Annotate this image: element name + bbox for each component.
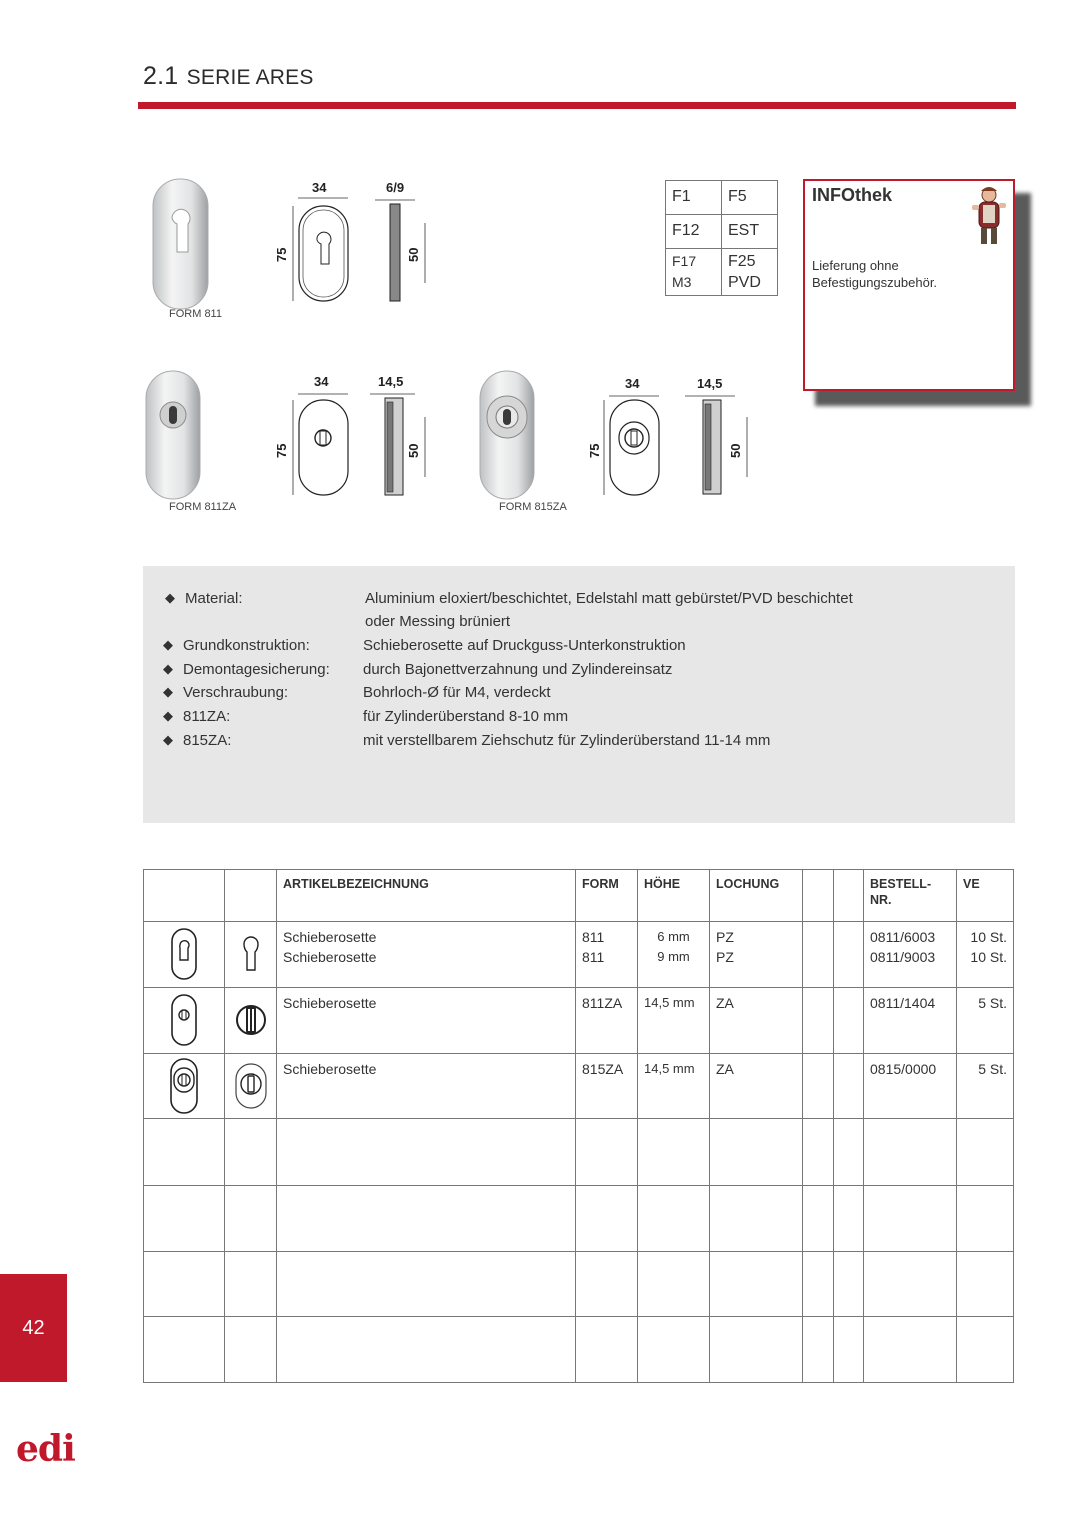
- bullet-icon: ◆: [163, 732, 173, 747]
- height-value: 9 mm: [657, 949, 690, 964]
- ve-value: 5 St.: [978, 1061, 1007, 1077]
- mascot-icon: [969, 185, 1009, 247]
- order-number: 0811/9003: [870, 949, 936, 965]
- pz-profile-icon: [238, 932, 264, 976]
- product-photo-811za: [143, 370, 203, 502]
- rosette-pz-icon: [170, 927, 198, 981]
- height-value: 14,5 mm: [644, 1061, 695, 1076]
- svg-text:50: 50: [406, 443, 421, 458]
- svg-text:34: 34: [625, 376, 640, 391]
- technical-drawing-811za: [270, 372, 450, 502]
- article-name: Schieberosette: [283, 995, 377, 1011]
- article-name: Schieberosette: [283, 929, 377, 945]
- finish-cell: [666, 249, 722, 296]
- hole-value: ZA: [716, 995, 734, 1011]
- za-profile-icon: [234, 1003, 268, 1037]
- finish-code: PVD: [728, 274, 761, 291]
- page-title: 2.1 SERIE ARES: [143, 62, 314, 90]
- col-header-hole: LOCHUNG: [710, 870, 803, 922]
- form-value: 811ZA: [582, 995, 623, 1011]
- table-row-empty: [144, 1252, 1014, 1317]
- finish-code: F25: [728, 253, 756, 270]
- article-name: Schieberosette: [283, 949, 377, 965]
- spec-box: ◆ Material: Aluminium eloxiert/beschichtet, Edelstahl matt gebürstet/PVD beschichtet oder Messing brüniert ◆ Grundkonstruktion: Schieberosette auf Druckguss-Unterkonstruktion ◆ Demontagesicherung: durch Bajonettverzahnung und Zylindereinsatz ◆ Verschraubung: Bohrloch-Ø für M4, verdeckt ◆ 811ZA: für Zylinderüberstand 8-10 mm ◆ 815ZA: mit verstellbarem Ziehschutz für Zylinderüberstand 11-14 mm: [143, 566, 1015, 823]
- product-table: [143, 869, 1014, 1383]
- bullet-icon: ◆: [163, 661, 173, 676]
- form-value: 811: [582, 949, 605, 965]
- table-row-empty: [144, 1186, 1014, 1252]
- svg-text:34: 34: [314, 374, 329, 389]
- svg-text:75: 75: [274, 443, 289, 458]
- col-header-ve: VE: [957, 870, 1014, 922]
- rosette-815za-icon: [169, 1057, 199, 1115]
- ve-value: 10 St.: [970, 929, 1007, 945]
- table-row: [144, 1054, 1014, 1119]
- order-number: 0811/6003: [870, 929, 936, 945]
- col-header-height: HÖHE: [638, 870, 710, 922]
- table-row-empty: [144, 1317, 1014, 1383]
- table-row: [144, 922, 1014, 988]
- 815za-profile-icon: [234, 1062, 268, 1110]
- svg-text:14,5: 14,5: [697, 376, 723, 391]
- rosette-za-icon: [170, 993, 198, 1047]
- svg-text:14,5: 14,5: [378, 374, 404, 389]
- table-header-row: [144, 870, 1014, 922]
- svg-text:75: 75: [274, 247, 289, 262]
- bullet-icon: ◆: [163, 708, 173, 723]
- svg-text:6/9: 6/9: [386, 180, 405, 195]
- ve-value: 10 St.: [970, 949, 1007, 965]
- table-row: [144, 988, 1014, 1054]
- form-label-811za: FORM 811ZA: [169, 501, 237, 513]
- svg-text:50: 50: [406, 247, 421, 262]
- finish-cell: [722, 249, 778, 296]
- edi-logo: edi: [16, 1428, 75, 1470]
- finish-code: F12: [666, 215, 722, 249]
- product-photo-811: [150, 178, 210, 313]
- form-label-811: FORM 811: [169, 308, 222, 320]
- hole-value: PZ: [716, 949, 734, 965]
- product-photo-815za: [477, 370, 537, 502]
- article-name: Schieberosette: [283, 1061, 377, 1077]
- form-value: 815ZA: [582, 1061, 624, 1077]
- height-value: 14,5 mm: [644, 995, 695, 1010]
- infothek-text: Lieferung ohne Befestigungszubehör.: [812, 258, 938, 290]
- infothek-title: INFOthek: [812, 185, 893, 205]
- finish-code: F1: [666, 181, 722, 215]
- col-header-form: FORM: [576, 870, 638, 922]
- page-number: 42: [0, 1274, 67, 1382]
- svg-text:75: 75: [587, 443, 602, 458]
- form-value: 811: [582, 929, 605, 945]
- technical-drawing-815za: [585, 372, 765, 502]
- bullet-icon: ◆: [163, 684, 173, 699]
- finish-table: [665, 180, 778, 296]
- bullet-icon: ◆: [163, 637, 173, 652]
- col-header-name: ARTIKELBEZEICHNUNG: [277, 870, 576, 922]
- hole-value: ZA: [716, 1061, 734, 1077]
- table-row-empty: [144, 1119, 1014, 1186]
- form-label-815za: FORM 815ZA: [499, 501, 567, 513]
- finish-code: F17: [672, 253, 697, 269]
- ve-value: 5 St.: [978, 995, 1007, 1011]
- height-value: 6 mm: [657, 929, 690, 944]
- finish-code: M3: [672, 274, 692, 290]
- svg-text:50: 50: [728, 443, 743, 458]
- col-header-order: BESTELL- NR.: [864, 870, 957, 922]
- order-number: 0811/1404: [870, 995, 936, 1011]
- finish-code: F5: [722, 181, 778, 215]
- hole-value: PZ: [716, 929, 734, 945]
- order-number: 0815/0000: [870, 1061, 937, 1077]
- finish-code: EST: [722, 215, 778, 249]
- bullet-icon: ◆: [165, 590, 175, 605]
- title-divider: [138, 102, 1016, 109]
- svg-text:34: 34: [312, 180, 327, 195]
- technical-drawing-811: [270, 178, 450, 308]
- infothek-box: [803, 179, 1015, 391]
